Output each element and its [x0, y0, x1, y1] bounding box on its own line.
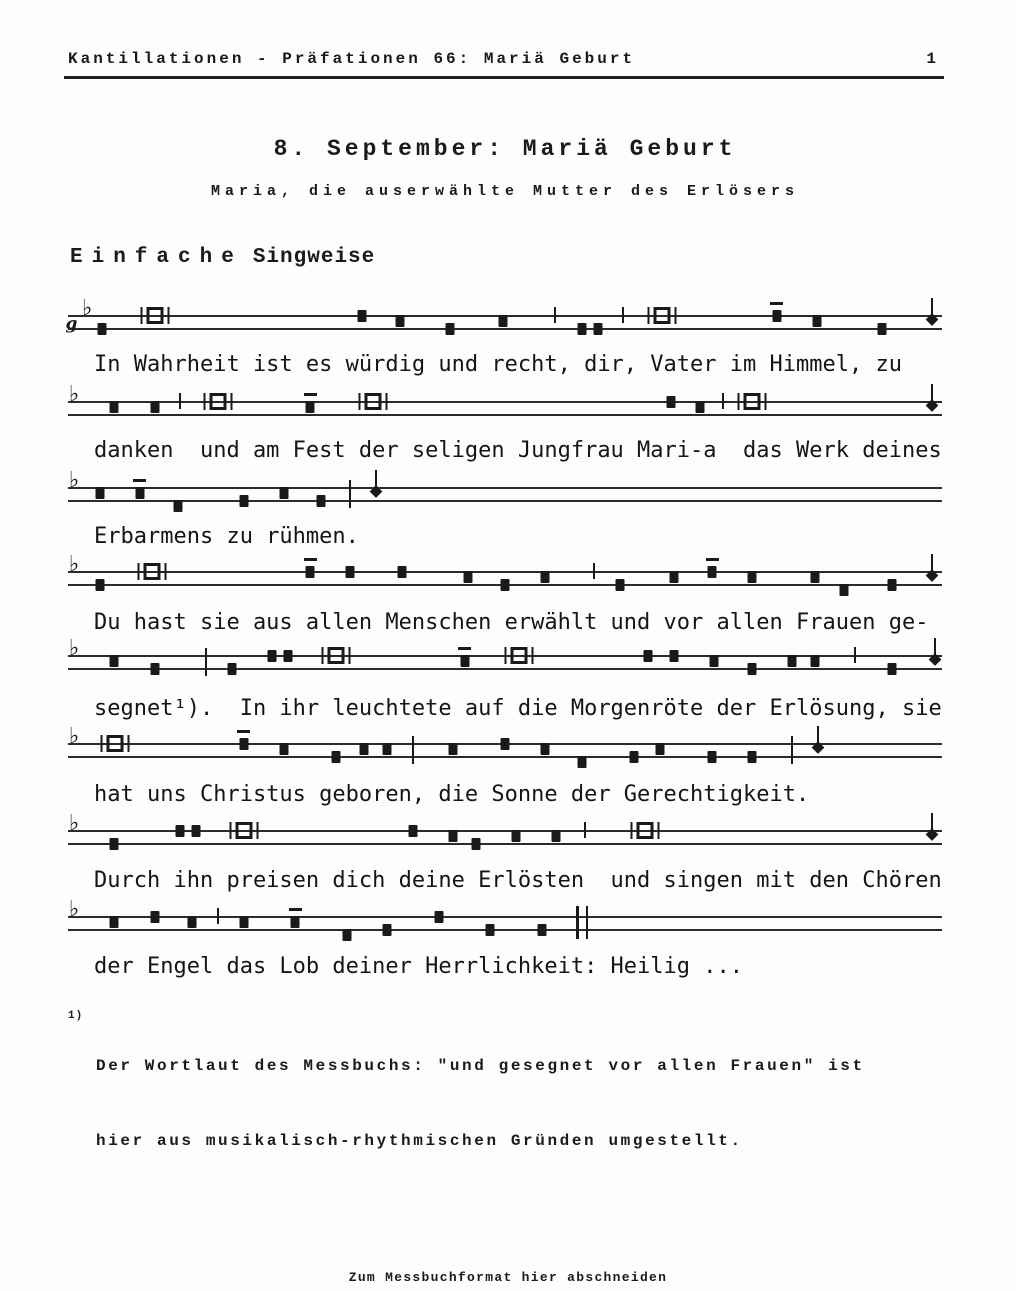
open-square: [210, 393, 227, 410]
episema-icon: [770, 302, 783, 305]
neume-note-icon: [486, 924, 495, 936]
open-square: [744, 393, 761, 410]
staff-line-lower: [68, 328, 942, 330]
neume-note-icon: [460, 655, 469, 667]
chant-staff-row-8: [68, 897, 942, 950]
neume-note-icon: [748, 571, 757, 583]
section-heading-word2: Singweise: [252, 246, 376, 269]
neume-note-icon: [279, 487, 288, 499]
flat-icon: ♭: [68, 724, 80, 749]
neume-note-icon: [464, 571, 473, 583]
neume-note-icon: [306, 401, 315, 413]
neume-note-icon: [811, 655, 820, 667]
recitation-square-icon: [137, 562, 166, 580]
neume-note-icon: [175, 825, 184, 837]
recitation-square-icon: [101, 734, 130, 752]
neume-note-icon: [191, 825, 200, 837]
square-tick-left: [504, 647, 506, 664]
flat-icon: ♭: [68, 468, 80, 493]
neume-note-icon: [888, 663, 897, 675]
chant-staff-row-3: [68, 468, 942, 521]
footnote-text: [96, 1004, 865, 1204]
neume-note-icon: [135, 487, 144, 499]
square-tick-right: [657, 822, 659, 839]
chant-lyric-row-2: danken und am Fest der seligen Jungfrau Mari-a das Werk deines: [94, 438, 942, 463]
neume-note-icon: [787, 655, 796, 667]
episema-icon: [706, 558, 719, 561]
neume-note-icon: [449, 830, 458, 842]
neume-note-icon: [228, 663, 237, 675]
neume-note-icon: [151, 911, 160, 923]
neume-note-icon: [306, 566, 315, 578]
recitation-square-icon: [322, 646, 351, 664]
square-tick-left: [738, 393, 740, 410]
neume-note-icon: [151, 401, 160, 413]
neume-note-icon: [630, 751, 639, 763]
quarter-bar: [179, 393, 181, 409]
flat-icon: ♭: [82, 296, 93, 321]
open-square: [107, 735, 124, 752]
page-title: 8. September: Mariä Geburt: [273, 136, 737, 162]
neume-note-icon: [409, 825, 418, 837]
staff-line-lower: [68, 668, 942, 670]
neume-note-icon: [577, 323, 586, 335]
quarter-bar: [593, 563, 595, 579]
neume-note-icon: [499, 315, 508, 327]
quarter-bar: [584, 822, 586, 838]
footnote: [68, 1004, 948, 1150]
flat-icon: ♭: [68, 382, 80, 407]
square-tick-left: [648, 307, 650, 324]
chant-lyric-row-5: segnet¹). In ihr leuchtete auf die Morgenröte der Erlösung, sie: [94, 696, 942, 721]
square-tick-left: [204, 393, 206, 410]
neume-note-icon: [449, 743, 458, 755]
finalis-icon: [926, 391, 938, 421]
neume-note-icon: [332, 751, 341, 763]
section-heading-word1: Einfache: [70, 246, 243, 269]
neume-note-icon: [669, 571, 678, 583]
flat-icon: ♭: [68, 552, 80, 577]
staff-line-upper: [68, 916, 942, 918]
square-tick-right: [164, 563, 166, 580]
neume-note-icon: [360, 743, 369, 755]
recitation-square-icon: [141, 306, 170, 324]
footnote-marker: 1): [68, 1010, 84, 1022]
square-tick-right: [349, 647, 351, 664]
page-number: 1: [926, 50, 936, 68]
square-tick-left: [141, 307, 143, 324]
square-tick-left: [101, 735, 103, 752]
neume-note-icon: [537, 924, 546, 936]
square-tick-right: [386, 393, 388, 410]
section-heading: [70, 246, 375, 269]
double-bar: [576, 906, 588, 939]
square-tick-left: [322, 647, 324, 664]
neume-note-icon: [616, 579, 625, 591]
neume-note-icon: [284, 650, 293, 662]
finalis-diamond: [369, 485, 382, 498]
square-tick-right: [765, 393, 767, 410]
square-tick-left: [137, 563, 139, 580]
finalis-diamond: [926, 399, 939, 412]
neume-note-icon: [151, 663, 160, 675]
neume-note-icon: [174, 500, 183, 512]
neume-note-icon: [748, 663, 757, 675]
episema-icon: [289, 908, 302, 911]
neume-note-icon: [512, 830, 521, 842]
neume-note-icon: [110, 655, 119, 667]
neume-note-icon: [188, 916, 197, 928]
square-tick-left: [359, 393, 361, 410]
neume-note-icon: [396, 315, 405, 327]
finalis-diamond: [926, 313, 939, 326]
finalis-diamond: [926, 828, 939, 841]
chant-lyric-row-3: Erbarmens zu rühmen.: [94, 524, 359, 549]
square-tick-left: [630, 822, 632, 839]
open-square: [365, 393, 382, 410]
neume-note-icon: [840, 584, 849, 596]
quarter-bar: [854, 647, 856, 663]
recitation-square-icon: [648, 306, 677, 324]
staff-line-upper: [68, 401, 942, 403]
neume-note-icon: [239, 495, 248, 507]
recitation-square-icon: [204, 392, 233, 410]
finalis-icon: [812, 733, 824, 763]
neume-note-icon: [541, 571, 550, 583]
staff-line-lower: [68, 756, 942, 758]
episema-icon: [237, 730, 250, 733]
neume-note-icon: [667, 396, 676, 408]
page-subtitle: Maria, die auserwählte Mutter des Erlösers: [210, 183, 800, 200]
neume-note-icon: [291, 916, 300, 928]
episema-icon: [133, 479, 146, 482]
neume-note-icon: [709, 655, 718, 667]
cut-mark-caption: Zum Messbuchformat hier abschneiden: [348, 1270, 668, 1285]
flat-icon: ♭: [68, 897, 80, 922]
quarter-bar: [554, 307, 556, 323]
neume-note-icon: [708, 751, 717, 763]
chant-staff-row-7: [68, 811, 942, 864]
neume-note-icon: [644, 650, 653, 662]
finalis-icon: [370, 477, 382, 507]
chant-staff-row-1: [65, 296, 942, 349]
finalis-icon: [926, 561, 938, 591]
open-square: [328, 647, 345, 664]
quarter-bar: [622, 307, 624, 323]
finalis-diamond: [812, 741, 825, 754]
episema-icon: [304, 558, 317, 561]
recitation-square-icon: [738, 392, 767, 410]
full-bar: [205, 648, 207, 676]
neume-note-icon: [239, 738, 248, 750]
neume-note-icon: [541, 743, 550, 755]
neume-note-icon: [472, 838, 481, 850]
neume-note-icon: [501, 738, 510, 750]
neume-note-icon: [501, 579, 510, 591]
neume-note-icon: [239, 916, 248, 928]
recitation-square-icon: [630, 821, 659, 839]
recitation-square-icon: [229, 821, 258, 839]
square-tick-right: [675, 307, 677, 324]
neume-note-icon: [772, 310, 781, 322]
neume-note-icon: [383, 743, 392, 755]
neume-note-icon: [342, 929, 351, 941]
neume-note-icon: [551, 830, 560, 842]
quarter-bar: [722, 393, 724, 409]
quarter-bar: [217, 908, 219, 924]
flat-icon: ♭: [68, 811, 80, 836]
open-square: [654, 307, 671, 324]
neume-note-icon: [695, 401, 704, 413]
neume-note-icon: [357, 310, 366, 322]
episema-icon: [458, 647, 471, 650]
neume-note-icon: [811, 571, 820, 583]
neume-note-icon: [98, 323, 107, 335]
neume-note-icon: [888, 579, 897, 591]
square-tick-right: [256, 822, 258, 839]
neume-note-icon: [383, 924, 392, 936]
neume-note-icon: [577, 756, 586, 768]
neume-note-icon: [669, 650, 678, 662]
square-tick-right: [168, 307, 170, 324]
footnote-line-1: Der Wortlaut des Messbuchs: "und gesegnet vor allen Frauen" ist: [96, 1057, 865, 1075]
chant-lyric-row-8: der Engel das Lob deiner Herrlichkeit: Heilig ...: [94, 954, 744, 979]
finalis-icon: [926, 820, 938, 850]
neume-note-icon: [434, 911, 443, 923]
neume-note-icon: [279, 743, 288, 755]
neume-note-icon: [110, 838, 119, 850]
neume-note-icon: [346, 566, 355, 578]
neume-note-icon: [397, 566, 406, 578]
neume-note-icon: [877, 323, 886, 335]
finalis-icon: [929, 645, 941, 675]
neume-note-icon: [708, 566, 717, 578]
finalis-icon: [926, 305, 938, 335]
staff-line-lower: [68, 414, 942, 416]
neume-note-icon: [110, 401, 119, 413]
neume-note-icon: [317, 495, 326, 507]
chant-staff-row-2: [68, 382, 942, 435]
episema-icon: [304, 393, 317, 396]
header-rule: [64, 76, 944, 79]
neume-note-icon: [655, 743, 664, 755]
square-tick-left: [229, 822, 231, 839]
neume-note-icon: [267, 650, 276, 662]
neume-note-icon: [748, 751, 757, 763]
open-square: [636, 822, 653, 839]
recitation-square-icon: [504, 646, 533, 664]
chant-staff-row-4: [68, 552, 942, 605]
flat-icon: ♭: [68, 636, 80, 661]
chant-lyric-row-7: Durch ihn preisen dich deine Erlösten und singen mit den Chören: [94, 868, 942, 893]
full-bar: [412, 736, 414, 764]
chant-staff-row-5: [68, 636, 942, 689]
staff-line-lower: [68, 843, 942, 845]
neume-note-icon: [96, 579, 105, 591]
open-square: [143, 563, 160, 580]
square-tick-right: [531, 647, 533, 664]
chant-staff-row-6: [68, 724, 942, 777]
staff-line-lower: [68, 500, 942, 502]
open-square: [147, 307, 164, 324]
finalis-diamond: [929, 653, 942, 666]
staff-line-upper: [68, 487, 942, 489]
square-tick-right: [231, 393, 233, 410]
open-square: [235, 822, 252, 839]
neume-note-icon: [813, 315, 822, 327]
chant-lyric-row-1: In Wahrheit ist es würdig und recht, dir, Vater im Himmel, zu: [94, 352, 902, 377]
open-square: [510, 647, 527, 664]
footnote-line-2: hier aus musikalisch-rhythmischen Gründen umgestellt.: [96, 1132, 743, 1150]
chant-lyric-row-6: hat uns Christus geboren, die Sonne der Gerechtigkeit.: [94, 782, 810, 807]
square-tick-right: [128, 735, 130, 752]
staff-line-lower: [68, 929, 942, 931]
neume-note-icon: [593, 323, 602, 335]
page-header: [68, 50, 942, 68]
full-bar: [791, 736, 793, 764]
clef-letter: g: [65, 314, 78, 334]
neume-note-icon: [445, 323, 454, 335]
recitation-square-icon: [359, 392, 388, 410]
finalis-diamond: [926, 569, 939, 582]
chant-lyric-row-4: Du hast sie aus allen Menschen erwählt und vor allen Frauen ge-: [94, 610, 929, 635]
running-header-title: Kantillationen - Präfationen 66: Mariä Geburt: [68, 50, 636, 68]
neume-note-icon: [110, 916, 119, 928]
neume-note-icon: [96, 487, 105, 499]
full-bar: [349, 480, 351, 508]
